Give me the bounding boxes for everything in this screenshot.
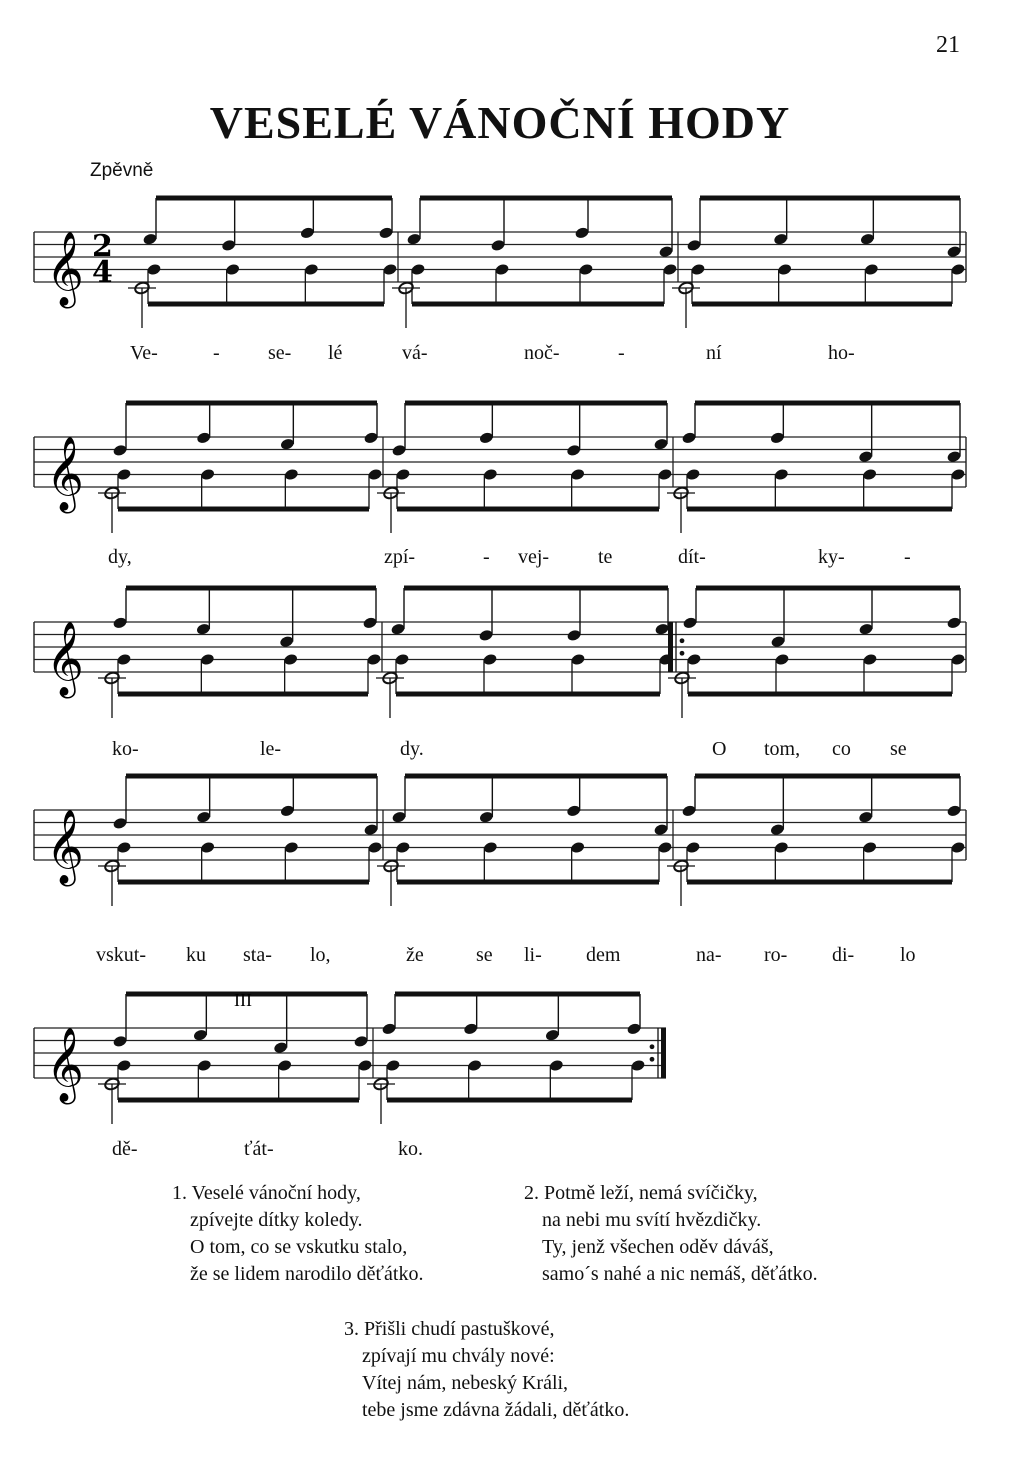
- repeat-thick-bar: [668, 622, 673, 672]
- lyric-syllable: vá-: [402, 342, 428, 364]
- time-signature-bottom: 4: [92, 255, 113, 290]
- lyric-syllable: se: [476, 944, 493, 966]
- lyric-syllable: tom,: [764, 738, 801, 760]
- lyric-syllable: ho-: [828, 342, 855, 364]
- lyric-syllable: dít-: [678, 546, 706, 568]
- lyric-syllable: ko.: [398, 1138, 423, 1160]
- lyric-syllable: co: [832, 738, 851, 760]
- lyric-syllable: na-: [696, 944, 722, 966]
- lyric-syllable: dy.: [400, 738, 424, 760]
- treble-clef-icon: 𝄞: [46, 810, 84, 884]
- lyric-syllable: di-: [832, 944, 855, 966]
- lyric-syllable: sta-: [243, 944, 272, 966]
- verse-line: Ty, jenž všechen oděv dáváš,: [542, 1236, 774, 1258]
- time-signature-top: 2: [92, 229, 113, 264]
- lyric-syllable: ro-: [764, 944, 788, 966]
- lyric-syllable: te: [598, 546, 613, 568]
- verse-line: že se lidem narodilo děťátko.: [190, 1263, 424, 1285]
- verse-2: [524, 1180, 818, 1288]
- lyric-syllable: se: [890, 738, 907, 760]
- lyric-syllable: -: [483, 546, 490, 568]
- verse-line: zpívejte dítky koledy.: [190, 1209, 363, 1231]
- verse-line: Potmě leží, nemá svíčičky,: [544, 1182, 758, 1204]
- repeat-dot: [650, 1044, 655, 1049]
- staff-system-1: [29, 192, 971, 322]
- page-number: 21: [936, 32, 960, 58]
- verse-line: na nebi mu svítí hvězdičky.: [542, 1209, 762, 1231]
- verse-line: Vítej nám, nebeský Králi,: [362, 1372, 569, 1394]
- lyric-syllable: lo,: [310, 944, 331, 966]
- lyric-syllable: že: [406, 944, 424, 966]
- verse-3: [344, 1316, 629, 1424]
- staff-system-3: [29, 582, 971, 712]
- verse-number: 1.: [172, 1182, 187, 1204]
- lyric-syllable: ky-: [818, 546, 845, 568]
- lyric-syllable: dem: [586, 944, 621, 966]
- verse-number: 2.: [524, 1182, 539, 1204]
- verse-line: Přišli chudí pastuškové,: [364, 1318, 555, 1340]
- lyric-syllable: Ve-: [130, 342, 158, 364]
- repeat-dot: [650, 1057, 655, 1062]
- repeat-dot: [680, 638, 685, 643]
- repeat-thick-bar: [661, 1028, 666, 1078]
- verse-line: tebe jsme zdávna žádali, děťátko.: [362, 1399, 630, 1421]
- lyric-syllable: le-: [260, 738, 282, 760]
- treble-clef-icon: 𝄞: [46, 437, 84, 511]
- treble-clef-icon: 𝄞: [46, 1028, 84, 1102]
- verse-line: zpívají mu chvály nové:: [362, 1345, 555, 1367]
- lyric-syllable: ku: [186, 944, 206, 966]
- lyric-syllable: se-: [268, 342, 292, 364]
- song-title: VESELÉ VÁNOČNÍ HODY: [209, 97, 791, 148]
- lyric-syllable: dy,: [108, 546, 132, 568]
- lyric-syllable: zpí-: [384, 546, 416, 568]
- lyric-syllable: noč-: [524, 342, 560, 364]
- lyric-syllable: ťát-: [244, 1138, 274, 1160]
- verse-1: [172, 1180, 423, 1288]
- lyric-syllable: -: [213, 342, 220, 364]
- lyric-syllable: lé: [328, 342, 343, 364]
- lyric-syllable: lo: [900, 944, 916, 966]
- verse-line: Veselé vánoční hody,: [191, 1182, 361, 1204]
- staff-system-4: [29, 770, 971, 900]
- treble-clef-icon: 𝄞: [46, 622, 84, 696]
- tempo-marking: Zpěvně: [90, 160, 154, 181]
- lyric-syllable: -: [904, 546, 911, 568]
- position-marking: III: [234, 990, 252, 1010]
- lyric-syllable: ní: [706, 342, 722, 364]
- lyric-syllable: vskut-: [96, 944, 146, 966]
- lyric-syllable: li-: [524, 944, 542, 966]
- treble-clef-icon: 𝄞: [46, 232, 84, 306]
- staff-system-2: [29, 397, 971, 527]
- verse-number: 3.: [344, 1318, 359, 1340]
- lyric-syllable: vej-: [518, 546, 550, 568]
- staff-system-5: [29, 988, 671, 1118]
- lyric-syllable: O: [712, 738, 727, 760]
- verse-line: samo´s nahé a nic nemáš, děťátko.: [542, 1263, 818, 1285]
- lyric-syllable: ko-: [112, 738, 139, 760]
- repeat-dot: [680, 651, 685, 656]
- verse-line: O tom, co se vskutku stalo,: [190, 1236, 408, 1258]
- lyric-syllable: -: [618, 342, 625, 364]
- lyric-syllable: dě-: [112, 1138, 138, 1160]
